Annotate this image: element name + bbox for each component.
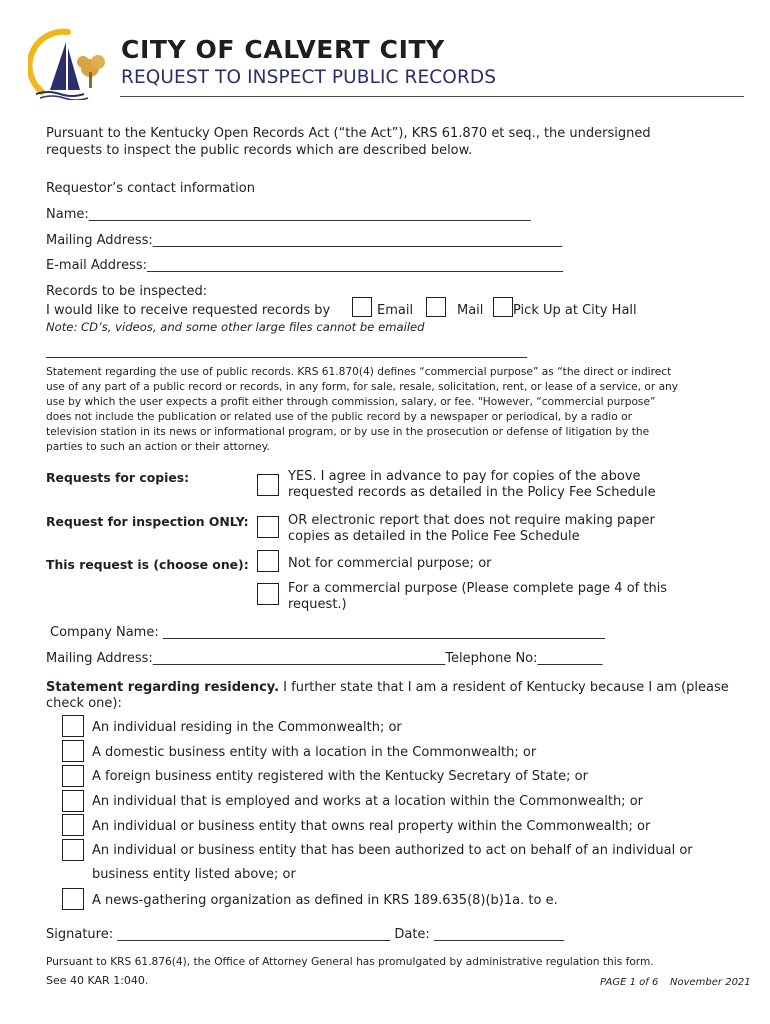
header-divider [120,96,744,97]
inspection-label: Request for inspection ONLY: [46,514,249,529]
intro-line-2: requests to inspect the public records which are described below. [46,143,473,158]
residency-option-3: A foreign business entity registered with the Kentucky Secretary of State; or [92,769,588,784]
pickup-option-label: Pick Up at City Hall [513,303,637,318]
page-number: PAGE 1 of 6 [600,977,659,988]
footer-line-1: Pursuant to KRS 61.876(4), the Office of Attorney General has promulgated by administrative regulation this form. [46,956,654,968]
choose-label: This request is (choose one): [46,557,249,572]
residency-option-1: An individual residing in the Commonwealth; or [92,720,402,735]
residency-checkbox-1[interactable] [62,715,84,737]
residency-statement-line-1 [46,680,729,695]
residency-statement-line-2: check one): [46,696,122,711]
mail-checkbox[interactable] [426,297,446,317]
page-subtitle: REQUEST TO INSPECT PUBLIC RECORDS [121,67,497,88]
records-description-field[interactable]: __________________________________________________________________________ [46,344,527,359]
residency-checkbox-4[interactable] [62,790,84,812]
residency-checkbox-2[interactable] [62,740,84,762]
footer-date: November 2021 [670,977,751,988]
signature-date-field[interactable]: Signature: __________________________________________ Date: ____________________ [46,927,564,942]
email-address-field[interactable]: E-mail Address:________________________________________________________________ [46,258,564,273]
statement-line-6: parties to such an action or their attorney. [46,441,270,453]
copies-checkbox[interactable] [257,474,279,496]
copies-label: Requests for copies: [46,470,190,485]
contact-heading: Requestor’s contact information [46,181,255,196]
inspection-text: OR electronic report that does not require making paper copies as detailed in the Police Fee Schedule [288,513,655,544]
residency-option-4: An individual that is employed and works at a location within the Commonwealth; or [92,794,643,809]
company-name-field[interactable]: Company Name: ____________________________________________________________________ [50,625,605,640]
company-mailing-telephone-field[interactable]: Mailing Address:_____________________________________________Telephone No:__________ [46,651,603,666]
city-logo [28,28,112,100]
footer-line-2: See 40 KAR 1:040. [46,974,149,987]
residency-checkbox-7[interactable] [62,888,84,910]
residency-option-6-cont: business entity listed above; or [92,867,296,882]
email-option-label: Email [377,303,414,318]
mailing-address-field[interactable]: Mailing Address:_______________________________________________________________ [46,233,563,248]
statement-line-4: does not include the publication or related use of the public record by a newspaper or periodical, by a radio or [46,411,632,423]
records-heading: Records to be inspected: [46,284,208,299]
residency-option-2: A domestic business entity with a location in the Commonwealth; or [92,745,537,760]
statement-line-2: use of any part of a public record or records, in any form, for sale, resale, solicitation, rent, or lease of a service, or any [46,381,679,393]
copies-text: YES. I agree in advance to pay for copies of the above requested records as detailed in the Policy Fee Schedule [288,469,656,500]
noncommercial-checkbox[interactable] [257,550,279,572]
inspection-checkbox[interactable] [257,516,279,538]
residency-option-6: An individual or business entity that has been authorized to act on behalf of an individual or [92,843,693,858]
commercial-text: For a commercial purpose (Please complete page 4 of this request.) [288,581,668,612]
intro-line-1: Pursuant to the Kentucky Open Records Act (“the Act”), KRS 61.870 et seq., the undersigned [46,126,651,141]
statement-line-5: television station in its news or informational program, or by use in the prosecution or defense of litigation by the [46,426,650,438]
residency-option-5: An individual or business entity that owns real property within the Commonwealth; or [92,819,651,834]
residency-checkbox-3[interactable] [62,765,84,787]
mail-option-label: Mail [457,303,484,318]
residency-checkbox-6[interactable] [62,839,84,861]
noncommercial-text: Not for commercial purpose; or [288,556,492,571]
page-title: CITY OF CALVERT CITY [121,35,445,64]
residency-bold-label: Statement regarding residency. [46,680,280,695]
receive-label: I would like to receive requested records by [46,303,331,318]
statement-line-1: Statement regarding the use of public records. KRS 61.870(4) defines “commercial purpose” as “the direct or indirect [46,366,672,378]
residency-checkbox-5[interactable] [62,814,84,836]
residency-text-1: I further state that I am a resident of Kentucky because I am (please [279,680,729,695]
pickup-checkbox[interactable] [493,297,513,317]
email-checkbox[interactable] [352,297,372,317]
name-field[interactable]: Name:____________________________________________________________________ [46,207,531,222]
email-note: Note: CD’s, videos, and some other large files cannot be emailed [46,320,425,334]
statement-line-3: use by which the user expects a profit either through commission, salary, or fee. "However, “commercial purpose” [46,396,656,408]
commercial-checkbox[interactable] [257,583,279,605]
residency-option-7: A news-gathering organization as defined in KRS 189.635(8)(b)1a. to e. [92,893,558,908]
